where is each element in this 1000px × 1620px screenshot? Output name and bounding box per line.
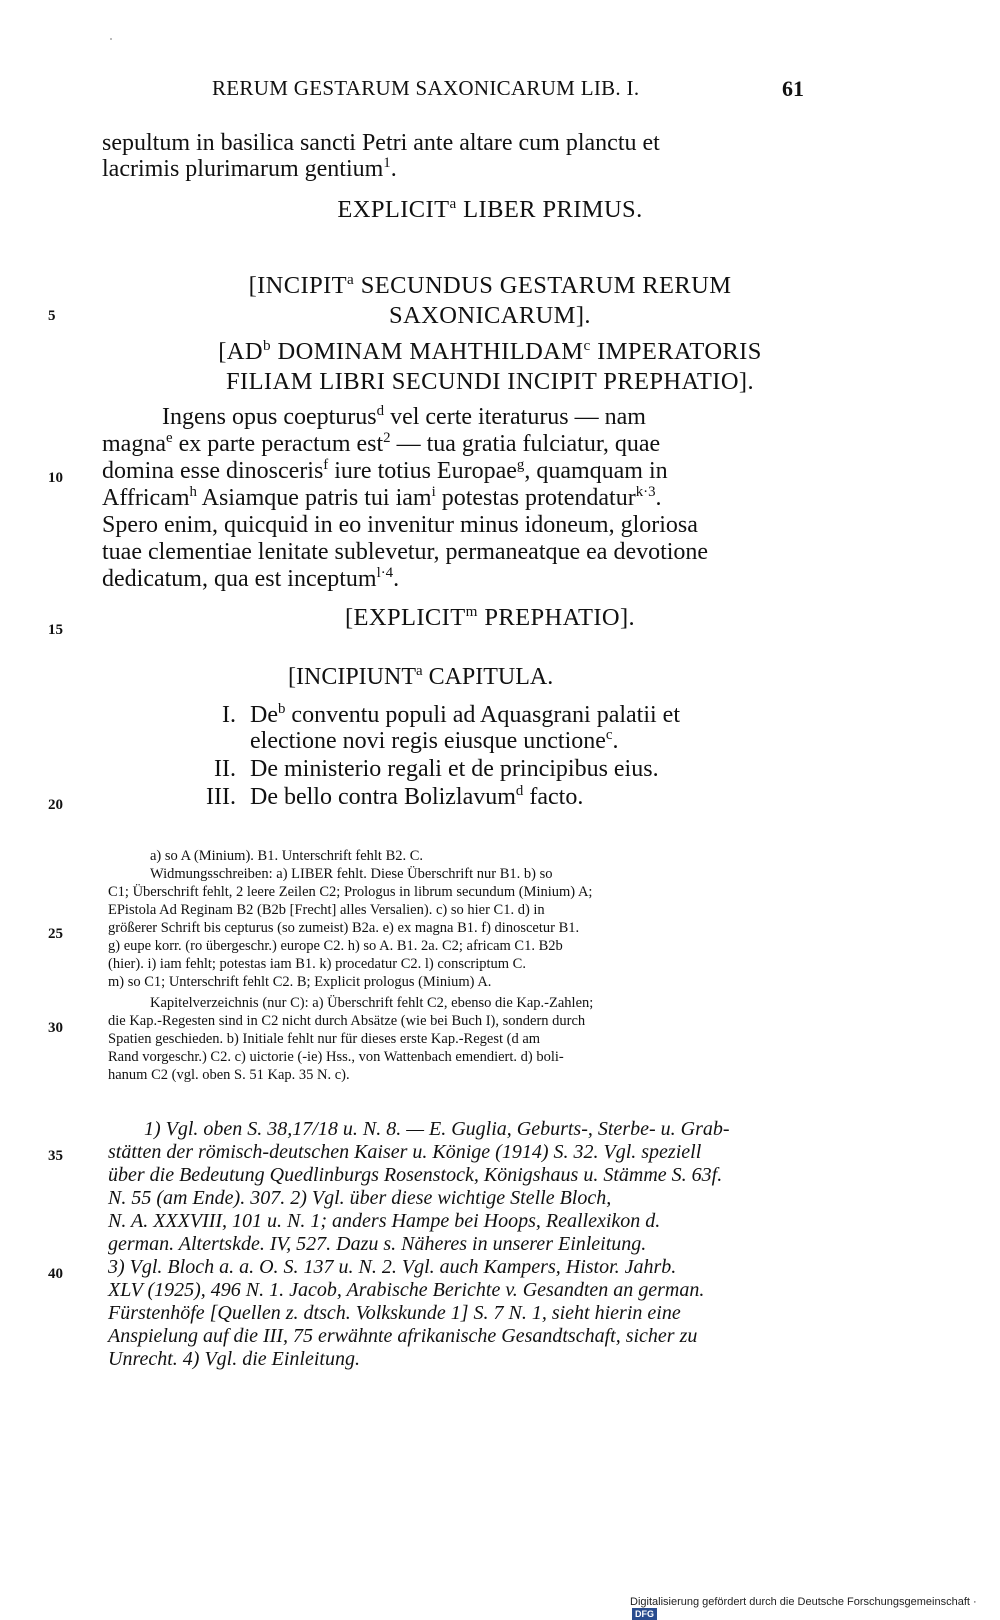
footnote-line: N. A. XXXVIII, 101 u. N. 1; anders Hampe bei Hoops, Reallexikon d. [108, 1210, 661, 1232]
footnote-line: Unrecht. 4) Vgl. die Einleitung. [108, 1348, 360, 1370]
apparatus-line: (hier). i) iam fehlt; potestas iam B1. k) procedatur C2. l) conscriptum C. [108, 956, 526, 972]
apparatus-line: Rand vorgeschr.) C2. c) uictorie (-ie) Hss., von Wattenbach emendiert. d) boli- [108, 1049, 564, 1065]
chapter-title: De$^b$ conventu populi ad Aquasgrani palatii et [250, 701, 680, 728]
explicit-prephatio-heading: [EXPLICIT$^m$ PREPHATIO]. [344, 602, 636, 631]
footnote-line: Fürstenhöfe [Quellen z. dtsch. Volkskunde 1] S. 7 N. 1, sieht hierin eine [108, 1302, 681, 1324]
apparatus-line: a) so A (Minium). B1. Unterschrift fehlt B2. C. [150, 848, 424, 864]
apparatus-line: Widmungsschreiben: a) LIBER fehlt. Diese Überschrift nur B1. b) so [150, 866, 553, 882]
preface-line: Affricam$^h$ Asiamque patris tui iam$^i$ potestas protendatur$^{k\cdot 3}$. [102, 484, 662, 511]
preface-line: tuae clementiae lenitate sublevetur, permaneatque ea devotione [102, 539, 709, 565]
chapter-title-line2: electione novi regis eiusque unctione$^c$. [250, 727, 619, 754]
body-line: lacrimis plurimarum gentium$^1$. [102, 155, 397, 182]
credit-text: Digitalisierung gefördert durch die Deutsche Forschungsgemeinschaft · [630, 1596, 977, 1608]
dfg-logo: DFG [632, 1608, 657, 1620]
line-number: 35 [48, 1148, 63, 1164]
dedication-heading-line2: FILIAM LIBRI SECUNDI INCIPIT PREPHATIO]. [225, 368, 754, 395]
explicit-heading: EXPLICIT$^a$ LIBER PRIMUS. [337, 194, 643, 223]
line-number: 5 [48, 308, 56, 324]
apparatus-line: hanum C2 (vgl. oben S. 51 Kap. 35 N. c). [108, 1067, 350, 1083]
scan-speck [110, 38, 112, 40]
apparatus-line: größerer Schrift bis cepturus (so zumeist) B2a. e) ex magna B1. f) dinoscetur B1. [108, 920, 580, 936]
chapter-title: De bello contra Bolizlavum$^d$ facto. [250, 783, 584, 810]
preface-line: domina esse dinosceris$^f$ iure totius Europae$^g$, quamquam in [102, 457, 668, 484]
footnote-line: N. 55 (am Ende). 307. 2) Vgl. über diese wichtige Stelle Bloch, [108, 1187, 612, 1209]
apparatus-line: EPistola Ad Reginam B2 (B2b [Frecht] alles Versalien). c) so hier C1. d) in [108, 902, 545, 918]
page-number: 61 [782, 76, 804, 101]
line-number: 30 [48, 1020, 63, 1036]
line-number: 15 [48, 622, 63, 638]
chapter-number: II. [214, 756, 236, 782]
chapter-number: I. [222, 702, 236, 728]
preface-line: Spero enim, quicquid in eo invenitur minus idoneum, gloriosa [102, 512, 698, 538]
dedication-heading: [$AD^b$ DOMINAM MAHTHILDAM$^c$ IMPERATORIS [218, 336, 762, 365]
footnote-line: 1) Vgl. oben S. 38,17/18 u. N. 8. — E. Guglia, Geburts-, Sterbe- u. Grab- [144, 1118, 730, 1140]
footnote-line: 3) Vgl. Bloch a. a. O. S. 137 u. N. 2. Vgl. auch Kampers, Histor. Jahrb. [108, 1256, 677, 1278]
line-number: 20 [48, 797, 63, 813]
apparatus-line: die Kap.-Regesten sind in C2 nicht durch Absätze (wie bei Buch I), sondern durch [108, 1013, 586, 1029]
digitization-credit [630, 1596, 1000, 1620]
preface-line: magna$^e$ ex parte peractum est$^2$ — tua gratia fulciatur, quae [102, 430, 661, 457]
apparatus-line: C1; Überschrift fehlt, 2 leere Zeilen C2; Prologus in librum secundum (Minium) A; [108, 884, 593, 900]
body-line: sepultum in basilica sancti Petri ante altare cum planctu et [102, 130, 660, 156]
chapter-number: III. [206, 784, 236, 810]
running-title: RERUM GESTARUM SAXONICARUM LIB. I. [212, 76, 640, 100]
footnote-line: stätten der römisch-deutschen Kaiser u. Könige (1914) S. 32. Vgl. speziell [108, 1141, 702, 1163]
footnote-line: Anspielung auf die III, 75 erwähnte afrikanische Gesandtschaft, sicher zu [108, 1325, 698, 1347]
apparatus-line: Kapitelverzeichnis (nur C): a) Überschrift fehlt C2, ebenso die Kap.-Zahlen; [150, 995, 594, 1011]
footnote-line: german. Altertskde. IV, 527. Dazu s. Näheres in unserer Einleitung. [108, 1233, 647, 1255]
line-number: 10 [48, 470, 63, 486]
footnote-line: über die Bedeutung Quedlinburgs Rosenstock, Königshaus u. Stämme S. 63f. [108, 1164, 723, 1186]
line-number: 25 [48, 926, 63, 942]
line-number: 40 [48, 1266, 63, 1282]
preface-line: dedicatum, qua est inceptum$^{l\cdot 4}$. [102, 565, 400, 592]
chapter-title: De ministerio regali et de principibus eius. [250, 756, 659, 782]
preface-line: Ingens opus coepturus$^d$ vel certe iteraturus — nam [162, 403, 646, 430]
apparatus-line: m) so C1; Unterschrift fehlt C2. B; Explicit prologus (Minium) A. [108, 974, 492, 990]
apparatus-line: g) eupe korr. (ro übergeschr.) europe C2. h) so A. B1. 2a. C2; africam C1. B2b [108, 938, 563, 954]
apparatus-line: Spatien geschieden. b) Initiale fehlt nur für dieses erste Kap.-Regest (d am [108, 1031, 541, 1047]
capitula-heading: [INCIPIUNT$^a$ CAPITULA. [288, 663, 554, 690]
footnote-line: XLV (1925), 496 N. 1. Jacob, Arabische Berichte v. Gesandten an german. [108, 1279, 705, 1301]
incipit-heading: [INCIPIT$^a$ SECUNDUS GESTARUM RERUM [248, 270, 732, 299]
incipit-heading-line2: SAXONICARUM]. [389, 302, 591, 329]
